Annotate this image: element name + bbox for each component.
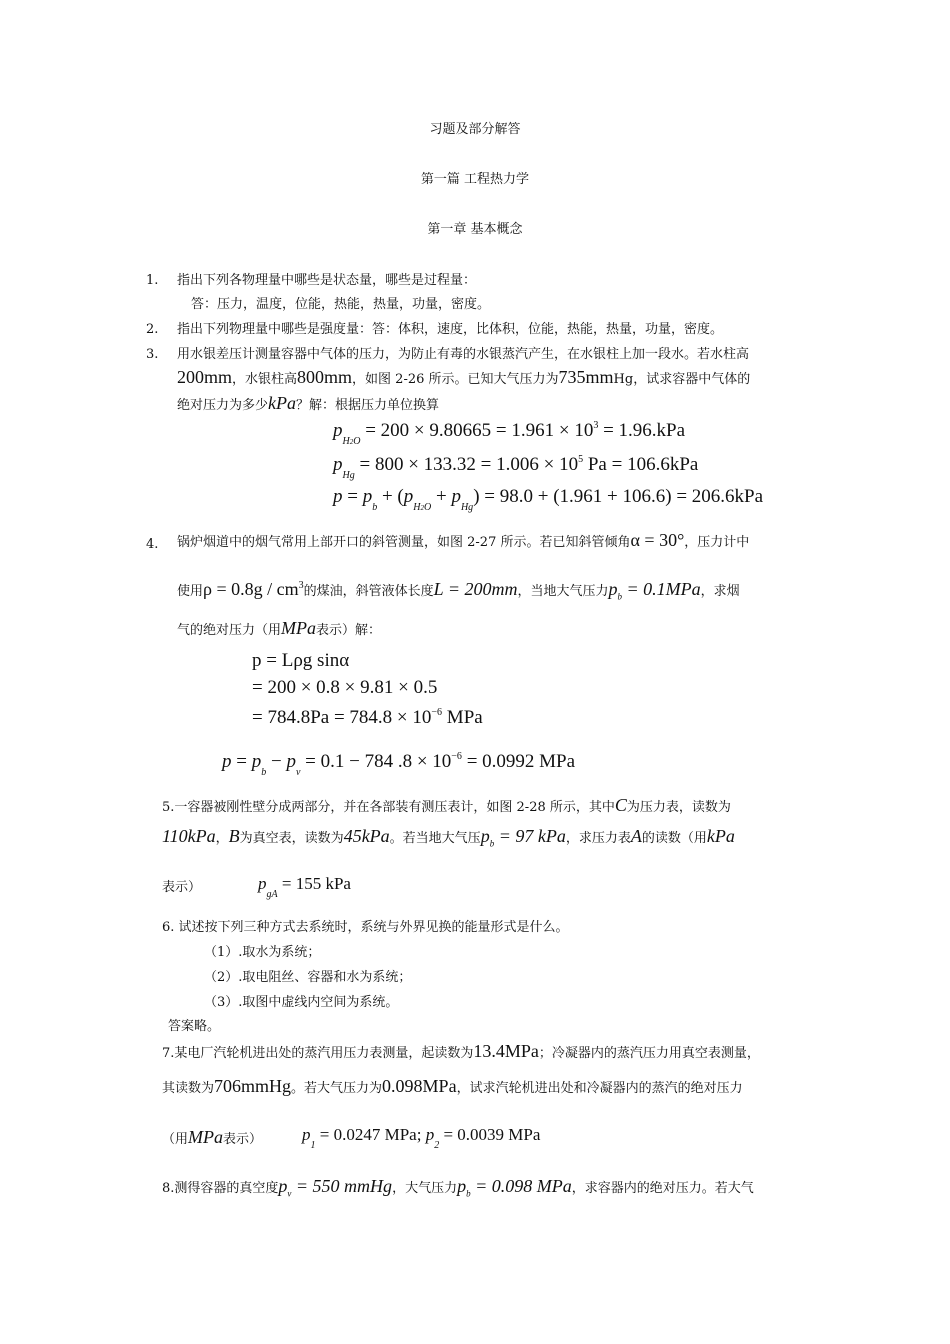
q2-number: 2. xyxy=(146,322,159,337)
q4-text-line2: 使用$\rho = 0.8g / cm^3$的煤油，斜管液体长度L = 200mm，当地大气压力$p_b = 0.1MPa$，求烟 xyxy=(177,579,740,602)
q3-text-line3: 绝对压力为多少kPa？解：根据压力单位换算 xyxy=(177,393,440,413)
chapter-title: 第一章 基本概念 xyxy=(427,222,523,237)
q7-atm-pressure: 0.098MPa xyxy=(382,1076,457,1096)
q7-text-line1: 7.某电厂汽轮机进出处的蒸汽用压力表测量，起读数为13.4MPa；冷凝器内的蒸汽压力用真空表测量， xyxy=(162,1041,760,1061)
q3-text-line1: 用水银差压计测量容器中气体的压力，为防止有毒的水银蒸汽产生，在水银柱上加一段水。若水柱高 xyxy=(177,347,750,362)
q6-item-2: （2）.取电阻丝、容器和水为系统； xyxy=(204,970,412,985)
q5-reading-c: 110kPa xyxy=(162,826,216,846)
q4-length: L = 200mm xyxy=(433,579,518,599)
q3-number: 3. xyxy=(146,347,159,362)
q4-equation-4: $p = p_b - p_v = 0.1 - 784$ $.8 \times 10^{-6} = 0.0992$ MPa xyxy=(222,751,576,778)
q4-equation-3: = $784.8Pa = 784.8 \times 10^{-6}$ MPa xyxy=(252,707,483,728)
q5-gauge-a: A xyxy=(630,826,642,846)
q6-item-3: （3）.取图中虚线内空间为系统。 xyxy=(204,995,399,1010)
q7-text-line3: （用MPa表示） xyxy=(162,1127,263,1147)
q5-answer: $p_{gA} = 155$ kPa xyxy=(258,874,351,900)
q2-text: 指出下列物理量中哪些是强度量：答：体积，速度，比体积，位能，热能，热量，功量，密度。 xyxy=(177,322,724,337)
q5-reading-b: 45kPa xyxy=(343,826,390,846)
q6-answer: 答案略。 xyxy=(168,1019,221,1034)
q1-number: 1. xyxy=(146,273,159,288)
q1-text: 指出下列各物理量中哪些是状态量，哪些是过程量： xyxy=(177,273,477,288)
q4-equation-2: = 200 × 0.8 × 9.81 × 0.5 xyxy=(252,677,438,698)
q8-vacuum: $p_v = 550$ mmHg xyxy=(278,1176,393,1199)
q7-unit: MPa xyxy=(188,1127,224,1147)
q3-water-height: 200mm xyxy=(177,367,233,387)
q8-pb: $p_b = 0.098$ MPa xyxy=(457,1176,572,1199)
q4-unit: MPa xyxy=(281,618,317,638)
q5-gauge-b: B xyxy=(228,826,240,846)
q7-answer: $p_1 = 0.0247$ MPa; $p_2 = 0.0039$ MPa xyxy=(302,1125,541,1151)
q3-text-line2: 200mm，水银柱高800mm，如图 2-26 所示。已知大气压力为735mmHg，试求容器中气体的 xyxy=(177,367,751,387)
part-title: 第一篇 工程热力学 xyxy=(420,172,530,187)
q5-text-line2: 110kPa，B为真空表，读数为45kPa。若当地大气压$p_b = 97$ kPa，求压力表A的读数（用kPa xyxy=(162,826,735,849)
q6-item-1: （1）.取水为系统； xyxy=(204,945,321,960)
q3-hg-height: 800mm xyxy=(297,367,353,387)
q8-text-line1: 8.测得容器的真空度$p_v = 550$ mmHg，大气压力$p_b = 0.098$ MPa，求容器内的绝对压力。若大气 xyxy=(162,1176,754,1199)
q3-equation-1: $p_{H2O} = 200 \times 9.80665 = 1.961 \times 10^3 = 1.96.kPa$ xyxy=(333,420,686,447)
doc-title: 习题及部分解答 xyxy=(429,122,521,137)
q4-number: 4. xyxy=(146,537,159,552)
q5-text-line1: 5.一容器被刚性壁分成两部分，并在各部装有测压表计，如图 2-28 所示，其中C为压力表，读数为 xyxy=(162,795,731,815)
q3-atm-pressure: 735mm xyxy=(558,367,614,387)
q4-angle: α = 30° xyxy=(630,530,685,550)
q4-text-line3: 气的绝对压力（用MPa表示）解： xyxy=(177,618,382,638)
q1-answer: 答：压力，温度，位能，热能，热量，功量，密度。 xyxy=(191,297,491,312)
q6-text: 6. 试述按下列三种方式去系统时，系统与外界见换的能量形式是什么。 xyxy=(162,920,569,935)
q4-text-line1: 锅炉烟道中的烟气常用上部开口的斜管测量，如图 2-27 所示。若已知斜管倾角α = 30°，压力计中 xyxy=(177,530,750,550)
q5-text-line3: 表示） xyxy=(162,880,202,895)
q3-equation-2: $p_{Hg} = 800 \times 133.32 = 1.006 \times 10^5$ Pa = 106.6kPa xyxy=(333,454,699,481)
q7-gauge-reading: 13.4MPa xyxy=(473,1041,539,1061)
q7-vacuum-reading: 706mmHg xyxy=(214,1076,292,1096)
q4-equation-1: p = Lρg sinα xyxy=(252,650,350,671)
q5-gauge-c: C xyxy=(614,795,627,815)
q4-pb: $p_b = 0.1MPa$ xyxy=(608,579,701,602)
q4-density: $\rho = 0.8g / cm^3$ xyxy=(203,579,304,599)
q7-text-line2: 其读数为706mmHg。若大气压力为0.098MPa，试求汽轮机进出处和冷凝器内的蒸汽的绝对压力 xyxy=(162,1076,743,1096)
q3-equation-3: $p = p_b + (p_{H2O} + p_{Hg}) = 98.0 + (1.961 + 106.6) = 206.6kPa$ xyxy=(333,486,764,513)
q5-pb: $p_b = 97$ kPa xyxy=(480,826,566,849)
q3-unit: kPa xyxy=(268,393,296,413)
q5-unit: kPa xyxy=(706,826,735,846)
